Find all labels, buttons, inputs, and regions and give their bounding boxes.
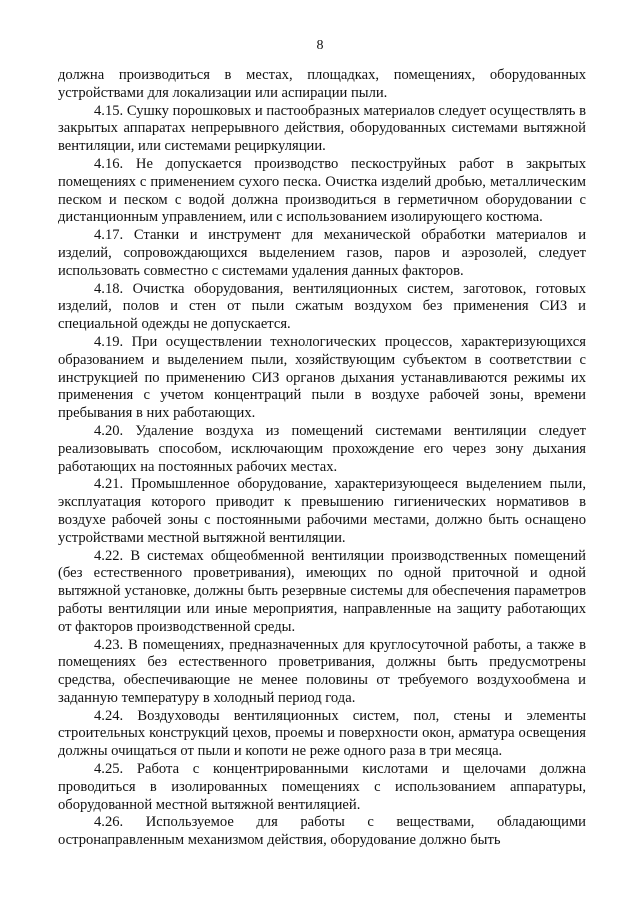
paragraph-4-23: 4.23. В помещениях, предназначенных для круглосуточной работы, а также в помещениях без естественного проветривания, должны быть предусмотрены средства, обеспечивающие не менее половины от требуемого воздухообмена и заданную температуру в холодный период года. [58, 636, 586, 706]
paragraph-4-19: 4.19. При осуществлении технологических процессов, характеризующихся образованием и выделением пыли, хозяйствующим субъектом в соответствии с инструкцией по применению СИЗ органов дыхания устанавливаются режимы их применения с учетом концентраций пыли в воздухе рабочей зоны, времени пребывания в них работающих. [58, 333, 586, 422]
paragraph-4-15: 4.15. Сушку порошковых и пастообразных материалов следует осуществлять в закрытых аппаратах непрерывного действия, оборудованных системами вытяжной вентиляции, или системами рециркуляции. [58, 102, 586, 155]
paragraph-4-26: 4.26. Используемое для работы с веществами, обладающими остронаправленным механизмом действия, оборудование должно быть [58, 814, 586, 849]
paragraph-4-16: 4.16. Не допускается производство пескоструйных работ в закрытых помещениях с применением сухого песка. Очистка изделий дробью, металлическим песком и песком с водой должна производиться в герметичном оборудовании с дистанционным управлением, или с использованием изолирующего костюма. [58, 155, 586, 226]
paragraph-4-18: 4.18. Очистка оборудования, вентиляционных систем, заготовок, готовых изделий, полов и стен от пыли сжатым воздухом без применения СИЗ и специальной одежды не допускается. [58, 280, 586, 333]
paragraph-continuation: должна производиться в местах, площадках, помещениях, оборудованных устройствами для локализации или аспирации пыли. [58, 67, 586, 101]
document-body [58, 67, 586, 850]
paragraph-4-24: 4.24. Воздуховоды вентиляционных систем, пол, стены и элементы строительных конструкций цехов, проемы и поверхности окон, арматура освещения должны очищаться от пыли и копоти не реже одного раза в три месяца. [58, 707, 586, 760]
page-number: 8 [316, 38, 324, 53]
paragraph-4-17: 4.17. Станки и инструмент для механической обработки материалов и изделий, сопровождающихся выделением газов, паров и аэрозолей, следует использовать совместно с системами удаления данных факторов. [58, 227, 586, 279]
paragraph-4-20: 4.20. Удаление воздуха из помещений системами вентиляции следует реализовывать способом, исключающим прохождение его через зону дыхания работающих на постоянных рабочих местах. [58, 422, 586, 475]
paragraph-4-25: 4.25. Работа с концентрированными кислотами и щелочами должна проводиться в изолированных помещениях с использованием аппаратуры, оборудованной местной вытяжной вентиляцией. [58, 761, 586, 813]
paragraph-4-22: 4.22. В системах общеобменной вентиляции производственных помещений (без естественного проветривания), имеющих по одной приточной и одной вытяжной установке, должны быть резервные системы для обеспечения параметров работы вентиляции или иные мероприятия, направленные на защиту работающих от факторов производственной среды. [58, 547, 586, 635]
paragraph-4-21: 4.21. Промышленное оборудование, характеризующееся выделением пыли, эксплуатация которого приводит к превышению гигиенических нормативов в воздухе рабочей зоны с постоянными рабочими местами, должно быть оснащено устройствами местной вытяжной вентиляции. [58, 476, 586, 546]
